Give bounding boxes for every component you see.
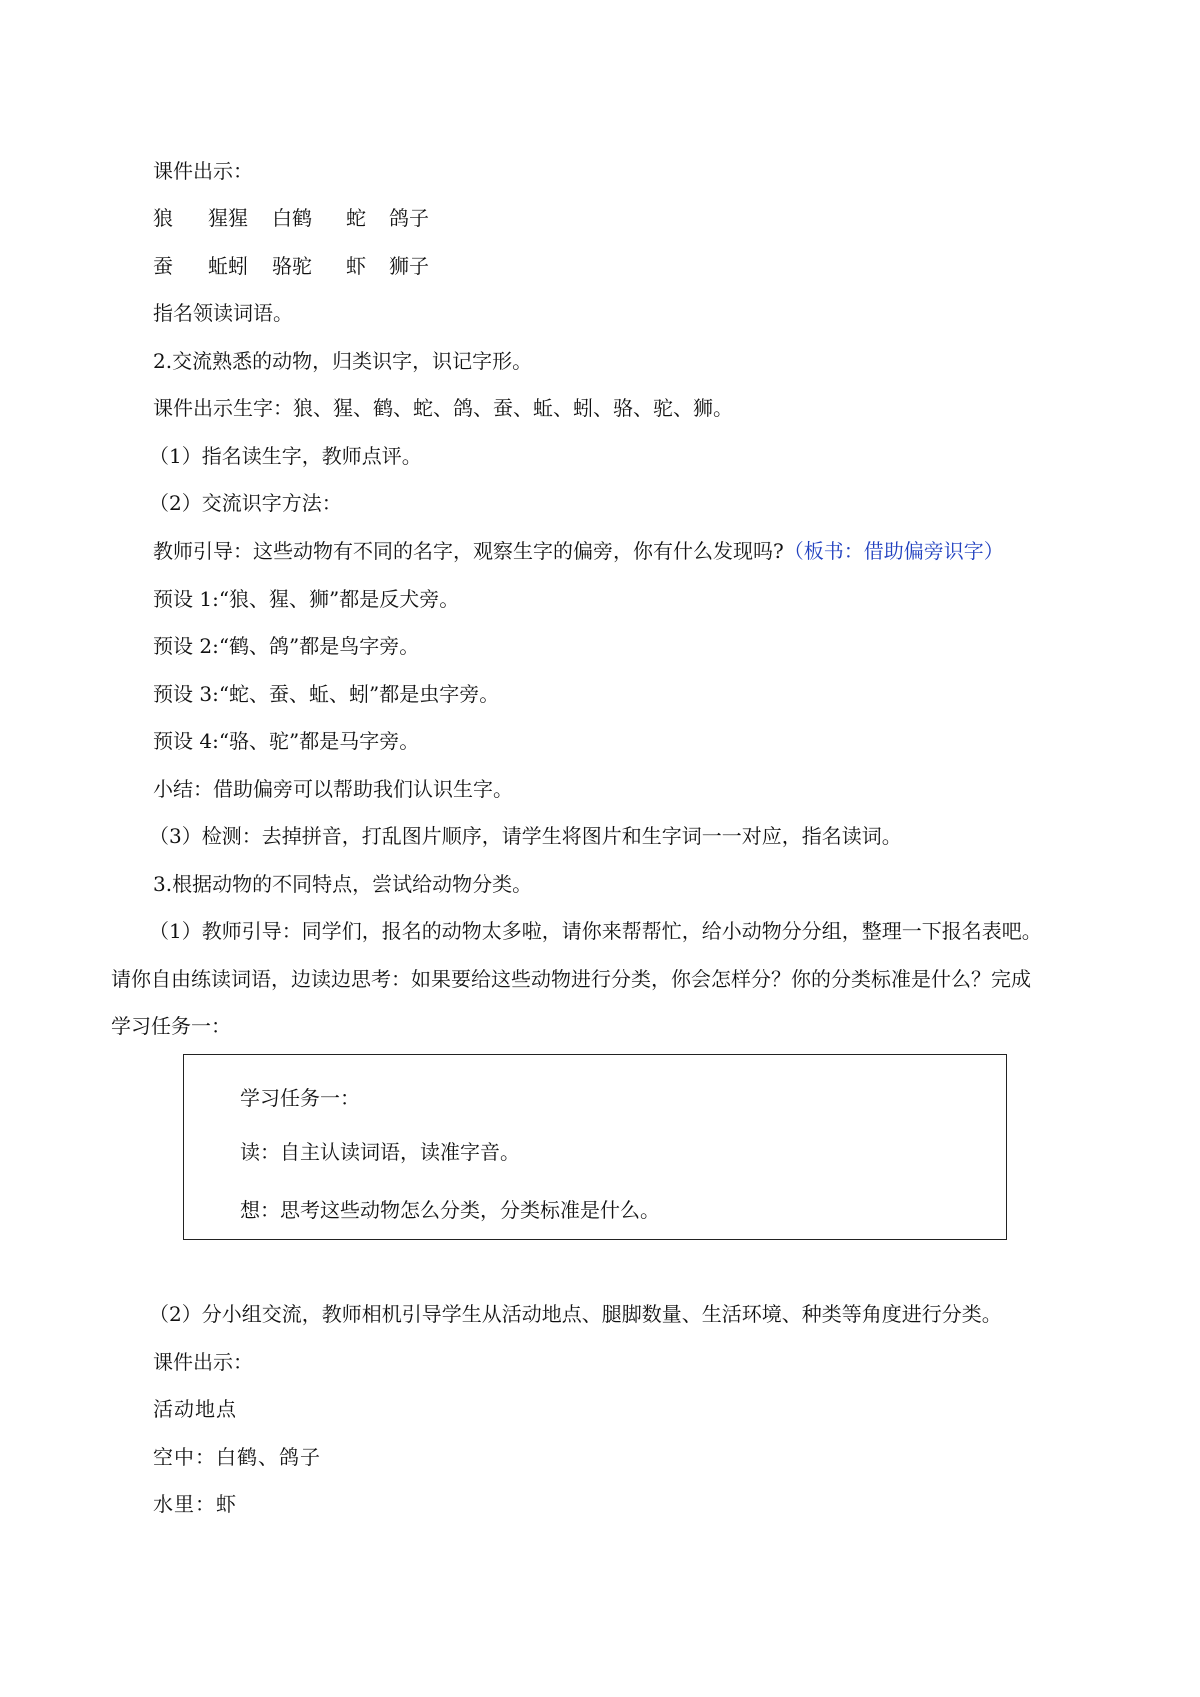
category-water: 水里：虾 bbox=[153, 1492, 237, 1516]
paragraph-classify-line-1: （1）教师引导：同学们，报名的动物太多啦，请你来帮帮忙，给小动物分分组，整理一下报名表吧。 bbox=[149, 919, 1042, 943]
task-title: 学习任务一： bbox=[240, 1086, 360, 1110]
word-item: 蛇 bbox=[346, 206, 366, 230]
paragraph-item-3: （3）检测：去掉拼音，打乱图片顺序，请学生将图片和生字词一一对应，指名读词。 bbox=[149, 824, 902, 848]
word-row-2 bbox=[0, 253, 1200, 279]
word-item: 狮子 bbox=[389, 254, 429, 278]
category-heading: 活动地点 bbox=[153, 1397, 237, 1421]
word-item: 狼 bbox=[153, 206, 173, 230]
word-item: 蚕 bbox=[153, 254, 173, 278]
paragraph-courseware-show-2: 课件出示： bbox=[153, 1350, 253, 1374]
task-box bbox=[183, 1054, 1007, 1240]
paragraph-summary: 小结：借助偏旁可以帮助我们认识生字。 bbox=[153, 777, 513, 801]
word-item: 白鹤 bbox=[272, 206, 312, 230]
word-item: 蚯蚓 bbox=[208, 254, 248, 278]
board-note: （板书：借助偏旁识字） bbox=[783, 539, 1004, 563]
word-item: 虾 bbox=[346, 254, 366, 278]
paragraph-classify-line-3: 学习任务一： bbox=[111, 1014, 231, 1038]
word-row-1 bbox=[0, 205, 1200, 231]
paragraph-group-discussion: （2）分小组交流，教师相机引导学生从活动地点、腿脚数量、生活环境、种类等角度进行分类。 bbox=[149, 1302, 1002, 1326]
heading-step-3: 3.根据动物的不同特点，尝试给动物分类。 bbox=[153, 872, 533, 896]
paragraph-teacher-guide bbox=[153, 538, 1004, 564]
task-read: 读：自主认读词语，读准字音。 bbox=[240, 1140, 520, 1164]
preset-1: 预设 1:“狼、猩、狮”都是反犬旁。 bbox=[153, 587, 460, 611]
word-item: 鸽子 bbox=[389, 206, 429, 230]
word-item: 猩猩 bbox=[208, 206, 248, 230]
heading-step-2: 2.交流熟悉的动物，归类识字，识记字形。 bbox=[153, 349, 533, 373]
paragraph-courseware-show: 课件出示： bbox=[153, 159, 253, 183]
paragraph-item-2: （2）交流识字方法： bbox=[149, 491, 342, 515]
word-item: 骆驼 bbox=[272, 254, 312, 278]
guide-text: 教师引导：这些动物有不同的名字，观察生字的偏旁，你有什么发现吗? bbox=[153, 539, 784, 563]
paragraph-new-characters: 课件出示生字：狼、猩、鹤、蛇、鸽、蚕、蚯、蚓、骆、驼、狮。 bbox=[153, 396, 733, 420]
paragraph-item-1: （1）指名读生字，教师点评。 bbox=[149, 444, 422, 468]
category-air: 空中：白鹤、鸽子 bbox=[153, 1445, 321, 1469]
preset-3: 预设 3:“蛇、蚕、蚯、蚓”都是虫字旁。 bbox=[153, 682, 500, 706]
task-think: 想：思考这些动物怎么分类，分类标准是什么。 bbox=[240, 1198, 660, 1222]
preset-2: 预设 2:“鹤、鸽”都是鸟字旁。 bbox=[153, 634, 420, 658]
paragraph-lead-reading: 指名领读词语。 bbox=[153, 301, 293, 325]
paragraph-classify-line-2: 请你自由练读词语，边读边思考：如果要给这些动物进行分类，你会怎样分？你的分类标准是什么？完成 bbox=[111, 967, 1031, 991]
preset-4: 预设 4:“骆、驼”都是马字旁。 bbox=[153, 729, 420, 753]
